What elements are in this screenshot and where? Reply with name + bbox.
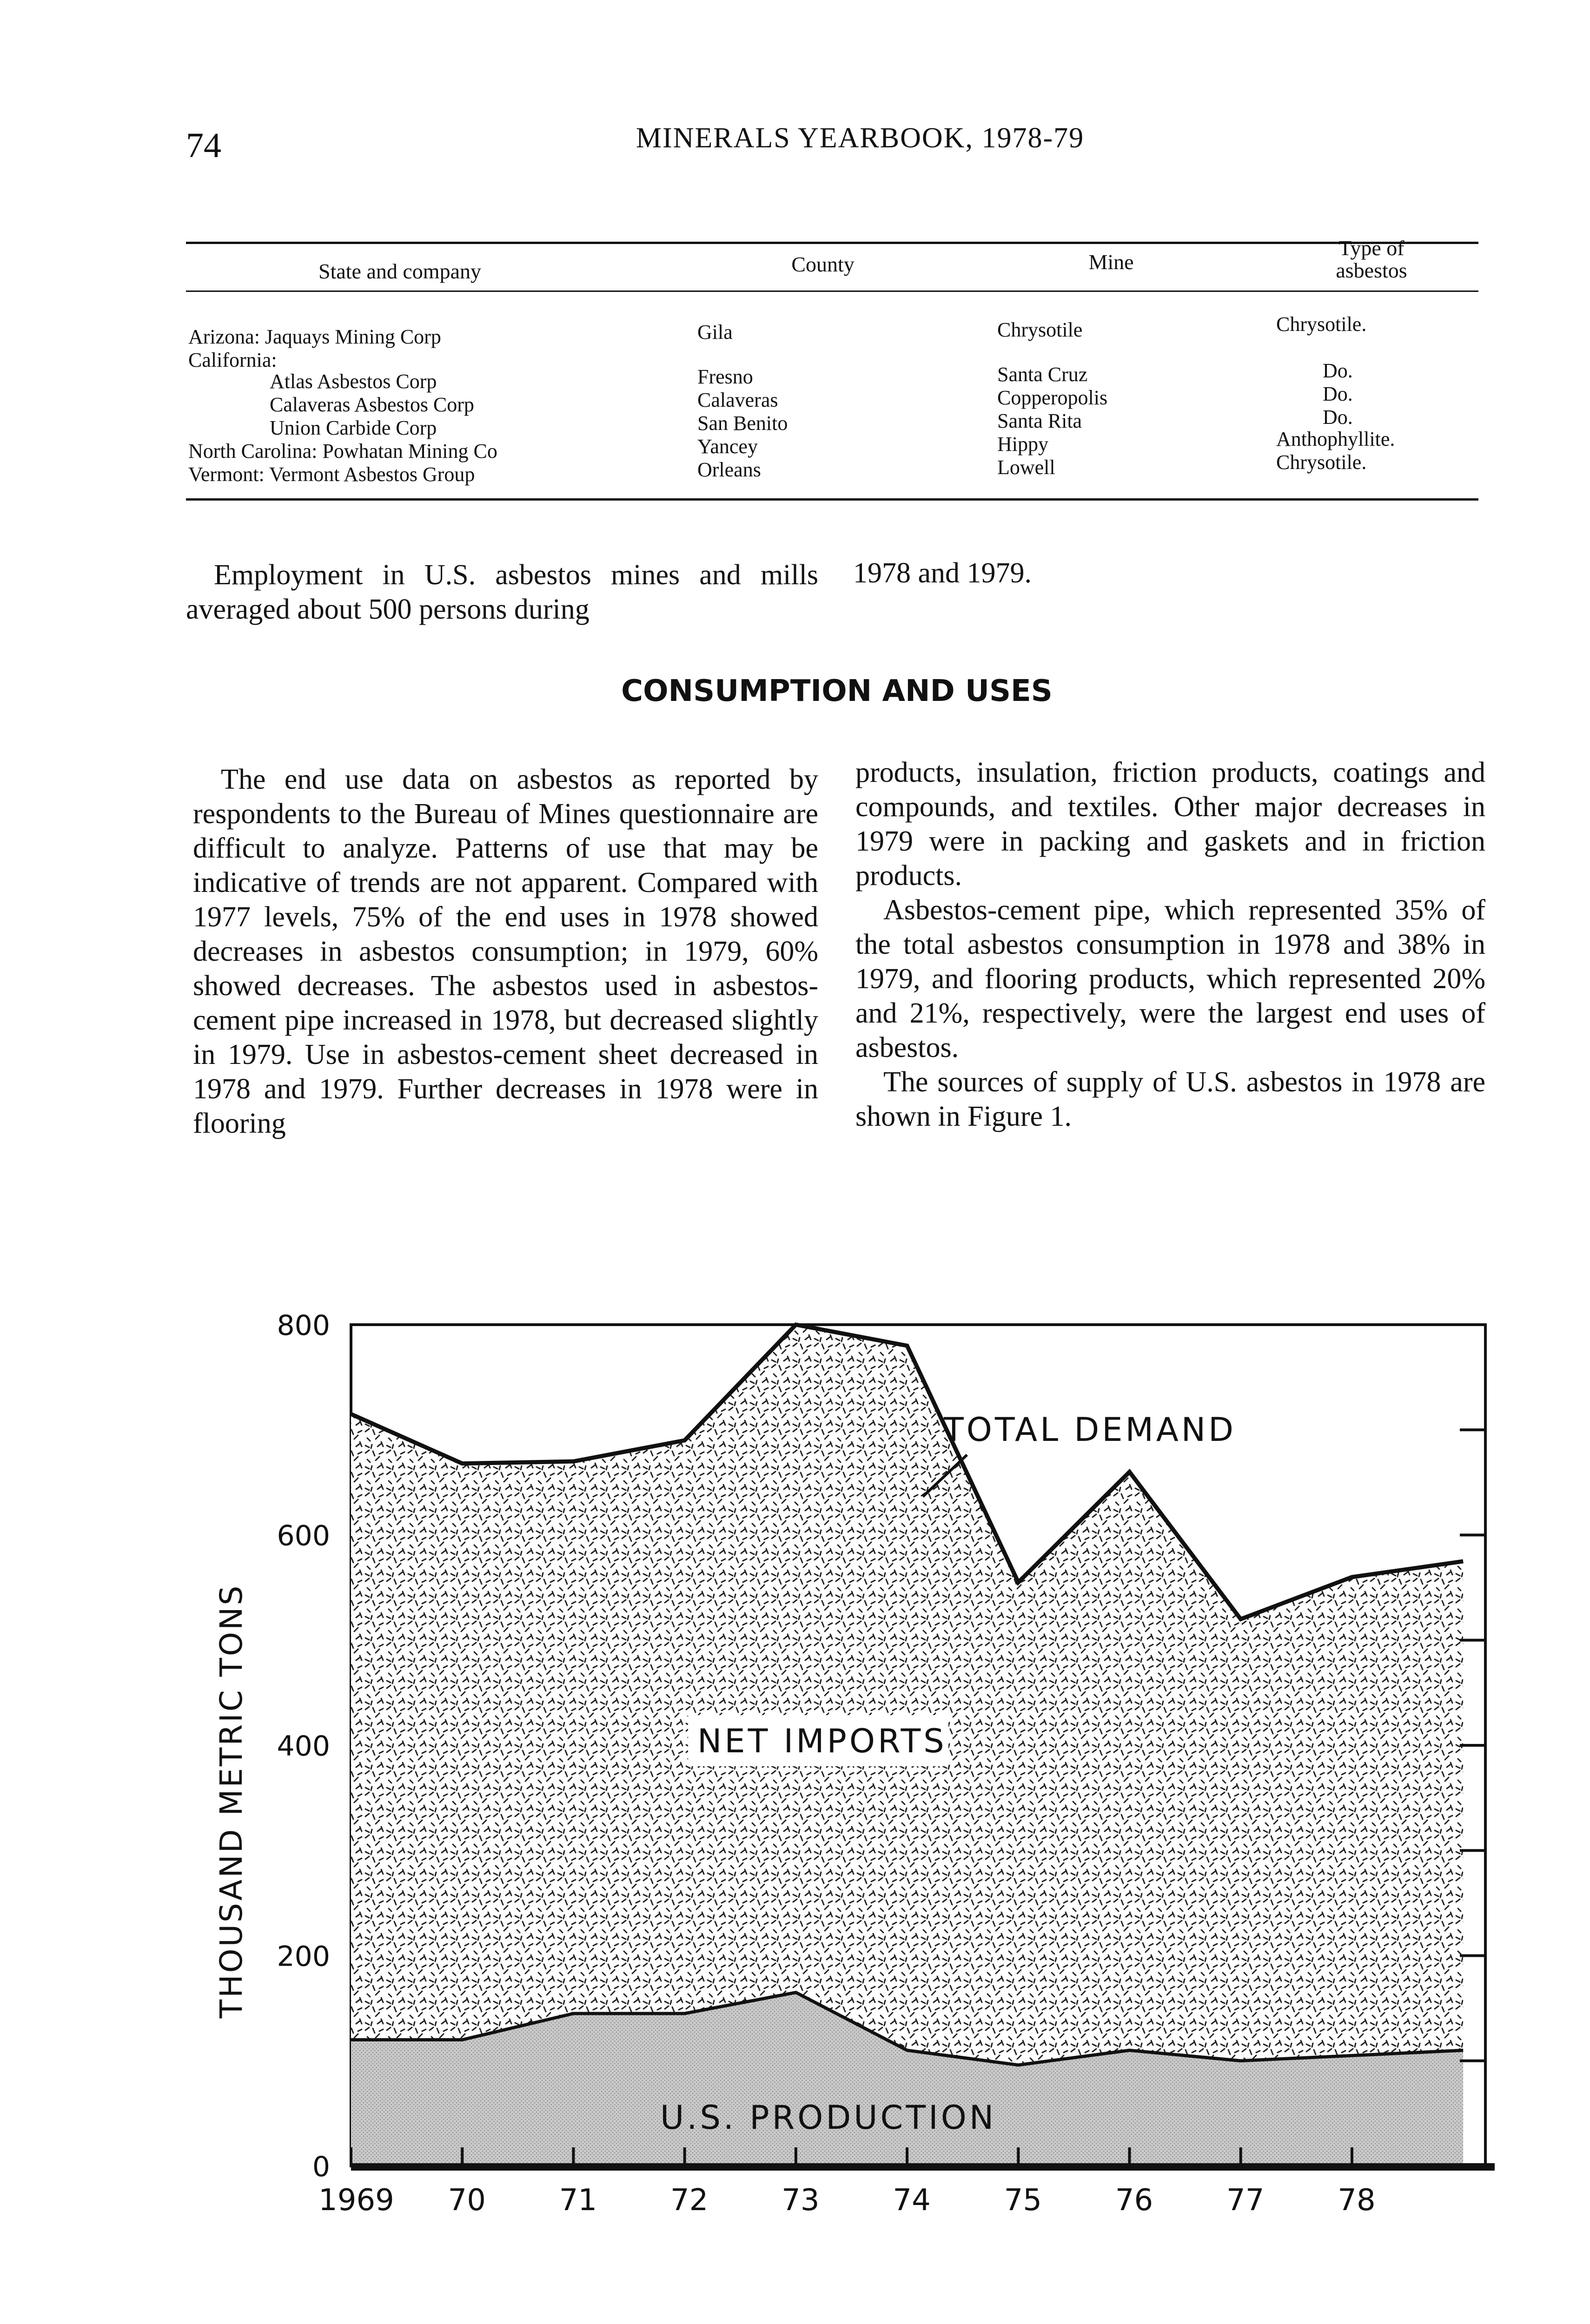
table-row-type: Anthophyllite. bbox=[1276, 428, 1395, 450]
x-tick-label: 70 bbox=[448, 2183, 486, 2218]
x-tick-label: 78 bbox=[1338, 2183, 1376, 2218]
table-row-company: California: bbox=[188, 349, 277, 371]
table-row-company: Atlas Asbestos Corp bbox=[270, 370, 437, 393]
x-tick-label: 1969 bbox=[318, 2183, 394, 2218]
running-title: MINERALS YEARBOOK, 1978-79 bbox=[636, 122, 1085, 154]
body-paragraph: products, insulation, friction products, coatings and compounds, and textiles. Other major decreases in 1979 were in packing and gaskets and in friction products. bbox=[855, 757, 1485, 891]
table-row-company: Arizona: Jaquays Mining Corp bbox=[188, 325, 441, 348]
body-column-right bbox=[855, 755, 1485, 1134]
table-row-county: Gila bbox=[697, 321, 733, 343]
body-column-left bbox=[193, 762, 818, 1141]
table-row-type: Chrysotile. bbox=[1276, 313, 1367, 336]
table-row-type: Do. bbox=[1323, 406, 1353, 429]
employment-paragraph: Employment in U.S. asbestos mines and mills averaged about 500 persons during bbox=[186, 559, 818, 625]
table-header-rule bbox=[186, 290, 1478, 292]
page-number: 74 bbox=[186, 126, 221, 165]
table-top-rule bbox=[186, 242, 1478, 244]
table-row-type: Chrysotile. bbox=[1276, 451, 1367, 474]
y-tick-label: 200 bbox=[277, 1940, 330, 1973]
total-demand-annotation: TOTAL DEMAND bbox=[944, 1411, 1236, 1449]
x-axis-line bbox=[351, 2163, 1495, 2171]
table-row-mine: Lowell bbox=[997, 456, 1055, 479]
x-tick-label: 76 bbox=[1115, 2183, 1153, 2218]
employment-paragraph-continued: 1978 and 1979. bbox=[853, 557, 1032, 589]
table-row-company: Vermont: Vermont Asbestos Group bbox=[188, 463, 475, 486]
body-paragraph: The sources of supply of U.S. asbestos in 1978 are shown in Figure 1. bbox=[855, 1066, 1485, 1132]
table-row-mine: Santa Rita bbox=[997, 409, 1082, 432]
y-tick-label: 0 bbox=[312, 2151, 330, 2183]
table-row-county: San Benito bbox=[697, 412, 788, 435]
table-row-type: Do. bbox=[1323, 383, 1353, 405]
x-tick-label: 75 bbox=[1004, 2183, 1042, 2218]
y-tick-label: 800 bbox=[277, 1309, 330, 1342]
x-tick-label: 74 bbox=[893, 2183, 931, 2218]
table-row-county: Calaveras bbox=[697, 389, 778, 411]
table-row-county: Orleans bbox=[697, 458, 761, 481]
x-tick-label: 73 bbox=[782, 2183, 820, 2218]
table-row-mine: Copperopolis bbox=[997, 386, 1108, 409]
table-header-county: County bbox=[791, 252, 855, 276]
table-row-county: Fresno bbox=[697, 365, 753, 388]
table-row-mine: Chrysotile bbox=[997, 318, 1083, 341]
asbestos-sources-chart bbox=[0, 1278, 1590, 2254]
table-row-company: Calaveras Asbestos Corp bbox=[270, 393, 474, 416]
y-axis-label: THOUSAND METRIC TONS bbox=[213, 1584, 249, 2019]
x-tick-label: 72 bbox=[670, 2183, 709, 2218]
table-row-county: Yancey bbox=[697, 435, 758, 458]
body-paragraph: The end use data on asbestos as reported by respondents to the Bureau of Mines questionnaire are difficult to analyze. Patterns of use that may be indicative of trends are not apparent. Compared with 1977 levels, 75% of the end uses in 1978 showed decreases in asbestos consumption; in 1979, 60% showed decreases. The asbestos used in asbestos-cement pipe increased in 1978, but decreased slightly in 1979. Use in asbestos-cement sheet decreased in 1978 and 1979. Further decreases in 1978 were in flooring bbox=[193, 764, 818, 1139]
section-heading: CONSUMPTION AND USES bbox=[621, 674, 1053, 708]
table-header-company: State and company bbox=[318, 259, 481, 283]
y-tick-label: 400 bbox=[277, 1730, 330, 1763]
net-imports-annotation: NET IMPORTS bbox=[697, 1722, 947, 1760]
us-production-annotation: U.S. PRODUCTION bbox=[660, 2099, 997, 2137]
table-row-mine: Hippy bbox=[997, 433, 1048, 456]
table-row-company: North Carolina: Powhatan Mining Co bbox=[188, 440, 497, 462]
table-bottom-rule bbox=[186, 498, 1478, 501]
y-tick-label: 600 bbox=[277, 1519, 330, 1552]
body-paragraph: Asbestos-cement pipe, which represented 35% of the total asbestos consumption in 1978 and 38% in 1979, and flooring products, which represented 20% and 21%, respectively, were the largest end uses of asbestos. bbox=[855, 894, 1485, 1063]
table-row-mine: Santa Cruz bbox=[997, 363, 1088, 386]
table-header-type: Type of asbestos bbox=[1336, 236, 1407, 282]
table-header-mine: Mine bbox=[1088, 250, 1134, 274]
x-tick-label: 77 bbox=[1226, 2183, 1265, 2218]
x-tick-label: 71 bbox=[559, 2183, 597, 2218]
table-row-type: Do. bbox=[1323, 359, 1353, 382]
table-row-company: Union Carbide Corp bbox=[270, 416, 437, 439]
net-imports-area bbox=[351, 1325, 1463, 2065]
